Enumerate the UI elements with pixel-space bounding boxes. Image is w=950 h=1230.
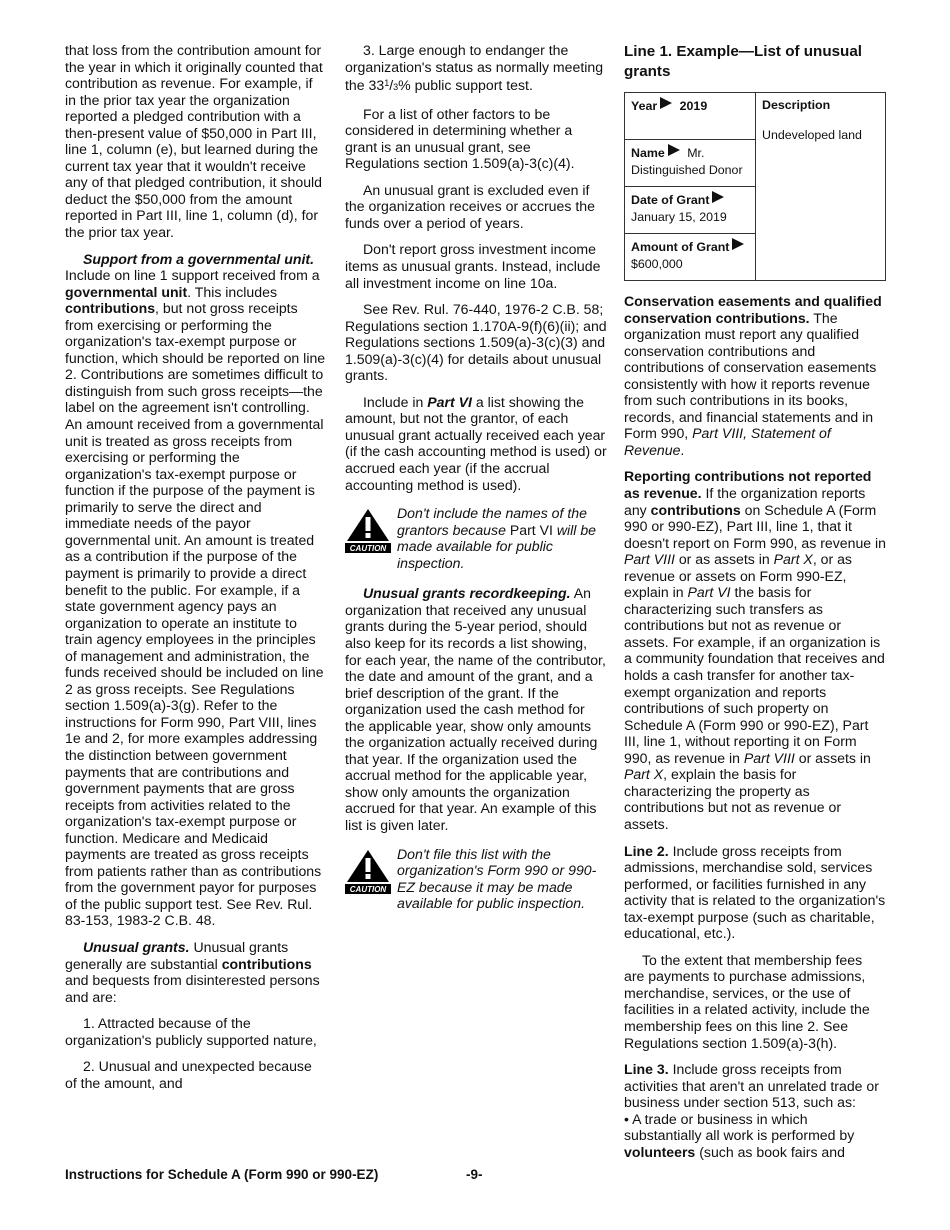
bullet-icon: •: [624, 1110, 629, 1127]
arrow-icon: [712, 191, 724, 203]
cell-description: Description Undeveloped land: [756, 93, 886, 281]
caution-icon: [345, 848, 391, 894]
list-item-2: 2. Unusual and unexpected because of the amount, and: [65, 1058, 312, 1091]
caution-text-file-list: Don't file this list with the organization's Form 990 or 990-EZ because it may be made available for public inspection.: [397, 845, 597, 912]
column-right: [624, 42, 886, 1170]
paragraph-membership-fees: To the extent that membership fees are payments to purchase admissions, merchandise, services, or the use of facilities in a related activity, include the membership fees on this line 2. See Regulations section 1.509(a)-3(h).: [624, 951, 870, 1051]
column-left: [65, 42, 327, 1101]
paragraph-pledge-loss: that loss from the contribution amount for the year in which it originally counted that contribution as revenue. For example, if in the prior tax year the organization reported a pledged contribution with a then-present value of $50,000 in Part III, line 1, column (e), but learned during the current tax year that it wouldn't receive any of that pledged contribution, it should deduct the $50,000 from the amount reported in Part III, line 1, column (d), for the prior tax year.: [65, 42, 323, 241]
caution-box-file-list: [345, 846, 607, 912]
heading-governmental-unit: Support from a governmental unit.: [83, 250, 314, 267]
svg-text:CAUTION: CAUTION: [349, 884, 387, 894]
svg-text:CAUTION: CAUTION: [349, 544, 387, 554]
unusual-grants-example-table: [624, 92, 886, 281]
paragraph-other-factors: For a list of other factors to be considered in determining whether a grant is an unusual grant, see Regulations section 1.509(a)-3(c)(4).: [345, 105, 575, 172]
list-item-3: 3. Large enough to endanger the organization's status as normally meeting the $33^1/3\%$ public support test.: [345, 42, 604, 94]
paragraph-rev-rul: See Rev. Rul. 76-440, 1976-2 C.B. 58; Regulations section 1.170A-9(f)(6)(ii); and Regulations sections 1.509(a)-3(c)(3) and 1.509(a)-3(c)(4) for details about unusual grants.: [345, 301, 607, 384]
cell-amount-of-grant: Amount of Grant $600,000: [625, 234, 756, 281]
heading-line-3: Line 3.: [624, 1061, 669, 1078]
footer-title: Instructions for Schedule A (Form 990 or 990-EZ): [65, 1167, 379, 1182]
paragraph-governmental-unit: Support from a governmental unit. Include on line 1 support received from a governmental unit. This includes contributions, but not gross receipts from exercising or performing the organization's tax-exempt purpose or function, which should be reported on line 2. Contributions are sometimes difficult to distinguish from such gross receipts—the label on the agreement isn't controlling. An amount received from a governmental unit is treated as gross receipts from exercising or performing the organization's tax-exempt purpose or function if the purpose of the payment is primarily to serve the direct and immediate needs of the payor governmental unit. An amount is treated as a contribution if the purpose of the payment is primarily to provide a direct benefit to the public. For example, if a state government agency pays an organization to operate an institute to train agency employees in the principles of management and administration, the funds received should be included on line 2 as gross receipts. See Regulations section 1.509(a)-3(g). Refer to the instructions for Form 990, Part VIII, lines 1e and 2, for more examples addressing the distinction between government payments that are contributions and government payments that are gross receipts from activities related to the organization's tax-exempt purpose or function. Medicare and Medicaid payments are treated as gross receipts from patients rather than as contributions from the government payor for purposes of the public support test. See Rev. Rul. 83-153, 1983-2 C.B. 48.: [65, 250, 326, 929]
heading-reporting-contributions: Reporting contributions not reported as revenue.: [624, 468, 872, 502]
paragraph-excluded: An unusual grant is excluded even if the organization receives or accrues the funds over a period of years.: [345, 181, 595, 231]
page-number: -9-: [466, 1167, 483, 1182]
heading-recordkeeping: Unusual grants recordkeeping.: [363, 585, 571, 602]
paragraph-unusual-grants: Unusual grants. Unusual grants generally are substantial contributions and bequests from disinterested persons and are:: [65, 938, 320, 1005]
heading-example-list: Line 1. Example—List of unusual grants: [624, 43, 862, 80]
heading-line-2: Line 2.: [624, 842, 669, 859]
list-item-1: 1. Attracted because of the organization's publicly supported nature,: [65, 1015, 317, 1048]
caution-icon: [345, 507, 391, 553]
caution-text-grantors: Don't include the names of the grantors because Part VI will be made available for public inspection.: [397, 505, 597, 571]
caution-box-grantors: [345, 505, 607, 571]
column-middle: [345, 42, 607, 926]
heading-conservation: Conservation easements and qualified conservation contributions.: [624, 293, 882, 326]
cell-year: Year 2019: [625, 93, 756, 140]
cell-date-of-grant: Date of Grant January 15, 2019: [625, 187, 756, 234]
paragraph-recordkeeping: Unusual grants recordkeeping. An organization that received any unusual grants during the 5-year period, should also keep for its records a list showing, for each year, the name of the contributor, the date and amount of the grant, and a brief description of the grant. If the organization used the cash method for the applicable year, show only amounts the organization actually received during that year. If the organization used the accrual method for the applicable year, show only amounts the organization accrued for that year. An example of this list is given later.: [345, 585, 606, 833]
cell-name: Name Mr. Distinguished Donor: [625, 140, 756, 187]
paragraph-reporting-contributions: Reporting contributions not reported as revenue. If the organization reports any contributions on Schedule A (Form 990 or 990-EZ), Part III, line 1, that it doesn't report on Form 990, as revenue in Part VIII or as assets in Part X, or as revenue or assets on Form 990-EZ, explain in Part VI the basis for characterizing such transfers as contributions but not as revenue or assets. For example, if an organization is a community foundation that receives and holds a cash transfer for another tax-exempt organization and reports contributions of such property on Schedule A (Form 990 or 990-EZ), Part III, line 1, without reporting it on Form 990, as revenue in Part VIII or assets in Part X, explain the basis for characterizing the property as contributions but not as revenue or assets.: [624, 468, 887, 832]
paragraph-include-part-vi: Include in Part VI a list showing the amount, but not the grantor, of each unusual grant actually received each year (if the cash accounting method is used) or accrued each year (if the accrual accounting method is used).: [345, 393, 607, 493]
bullet-item-volunteers: • A trade or business in which substantially all work is performed by volunteers (such as book fairs and: [624, 1110, 855, 1160]
arrow-icon: [660, 97, 672, 109]
arrow-icon: [668, 144, 680, 156]
paragraph-investment-income: Don't report gross investment income items as unusual grants. Instead, include all investment income on line 10a.: [345, 241, 601, 291]
paragraph-conservation: Conservation easements and qualified conservation contributions. The organization must report any qualified conservation contributions and contributions of conservation easements consistently with how it reports revenue from such contributions in its books, records, and financial statements and in Form 990, Part VIII, Statement of Revenue.: [624, 293, 882, 458]
arrow-icon: [732, 238, 744, 250]
heading-unusual-grants: Unusual grants.: [83, 938, 190, 955]
paragraph-line-3: Line 3. Include gross receipts from activities that aren't an unrelated trade or business under section 513, such as:: [624, 1061, 879, 1111]
paragraph-line-2: Line 2. Include gross receipts from admissions, merchandise sold, services performed, or facilities furnished in any activity that is related to the organization's tax-exempt purpose (such as charitable, educational, etc.).: [624, 842, 886, 942]
